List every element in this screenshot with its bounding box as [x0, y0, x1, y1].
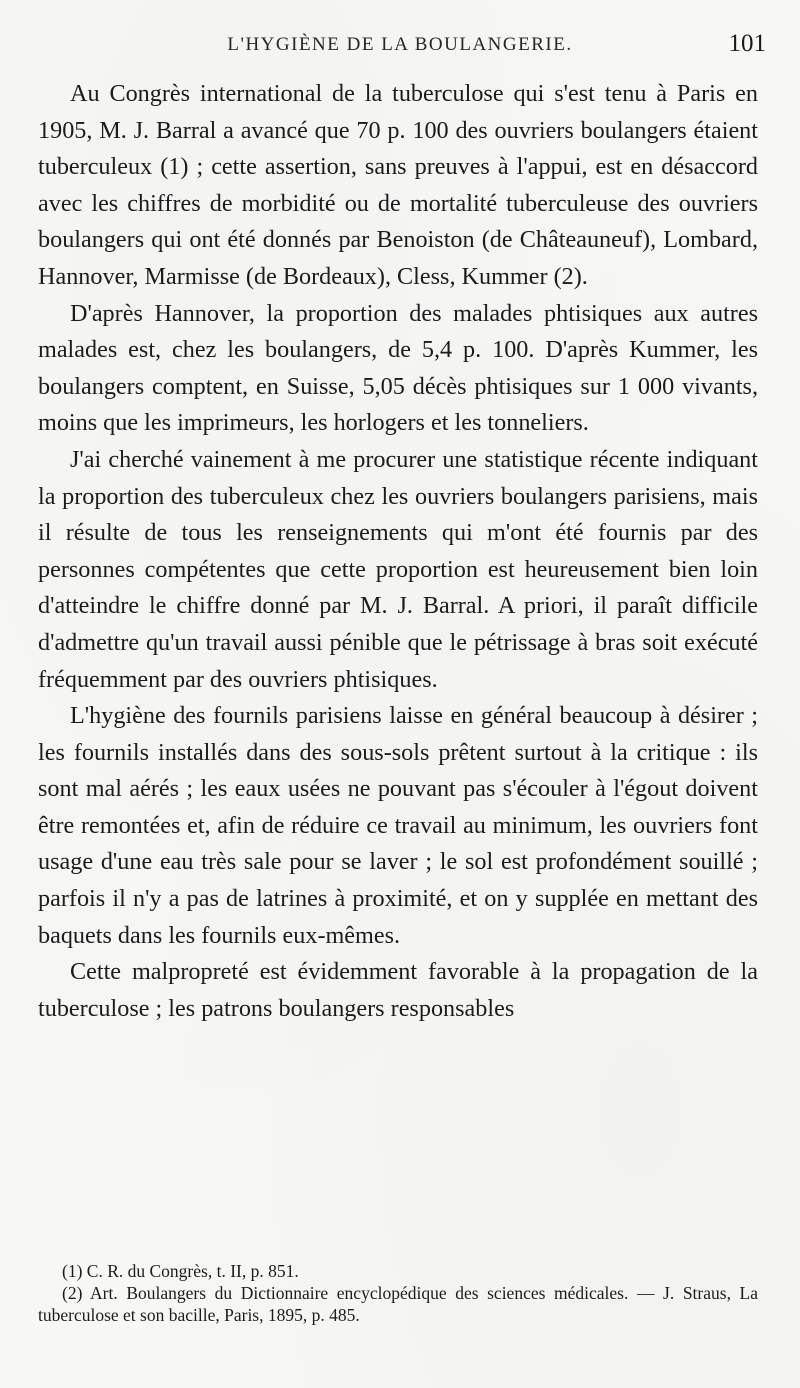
footnotes	[38, 1260, 758, 1326]
page-number: 101	[728, 30, 766, 57]
footnote: (2) Art. Boulangers du Dictionnaire encyclopédique des sciences médicales. — J. Straus, La tuberculose et son bacille, Paris, 1895, p. 485.	[38, 1283, 758, 1325]
paragraph: Cette malpropreté est évidemment favorable à la propagation de la tuberculose ; les patrons boulangers responsables	[38, 958, 758, 1022]
paragraph: L'hygiène des fournils parisiens laisse en général beaucoup à désirer ; les fournils installés dans des sous-sols prêtent surtout à la critique : ils sont mal aérés ; les eaux usées ne pouvant pas s'écouler à l'égout doivent être remontées et, afin de réduire ce travail au minimum, les ouvriers font usage d'une eau très sale pour se laver ; le sol est profondément souillé ; parfois il n'y a pas de latrines à proximité, et on y supplée en mettant des baquets dans les fournils eux-mêmes.	[38, 702, 758, 949]
running-head	[0, 30, 800, 64]
running-title: L'HYGIÈNE DE LA BOULANGERIE.	[227, 34, 573, 55]
footnote: (1) C. R. du Congrès, t. II, p. 851.	[62, 1261, 299, 1281]
body-text	[38, 76, 758, 1027]
paragraph: D'après Hannover, la proportion des malades phtisiques aux autres malades est, chez les boulangers, de 5,4 p. 100. D'après Kummer, les boulangers comptent, en Suisse, 5,05 décès phtisiques sur 1 000 vivants, moins que les imprimeurs, les horlogers et les tonneliers.	[38, 299, 758, 437]
paragraph: Au Congrès international de la tuberculose qui s'est tenu à Paris en 1905, M. J. Barral a avancé que 70 p. 100 des ouvriers boulangers étaient tuberculeux (1) ; cette assertion, sans preuves à l'appui, est en désaccord avec les chiffres de morbidité ou de mortalité tuberculeuse des ouvriers boulangers qui ont été donnés par Benoiston (de Châteauneuf), Lombard, Hannover, Marmisse (de Bordeaux), Cless, Kummer (2).	[38, 80, 758, 290]
paragraph: J'ai cherché vainement à me procurer une statistique récente indiquant la proportion des tuberculeux chez les ouvriers boulangers parisiens, mais il résulte de tous les renseignements qui m'ont été fournis par des personnes compétentes que cette proportion est heureusement bien loin d'atteindre le chiffre donné par M. J. Barral. A priori, il paraît difficile d'admettre qu'un travail aussi pénible que le pétrissage à bras soit exécuté fréquemment par des ouvriers phtisiques.	[38, 445, 758, 693]
